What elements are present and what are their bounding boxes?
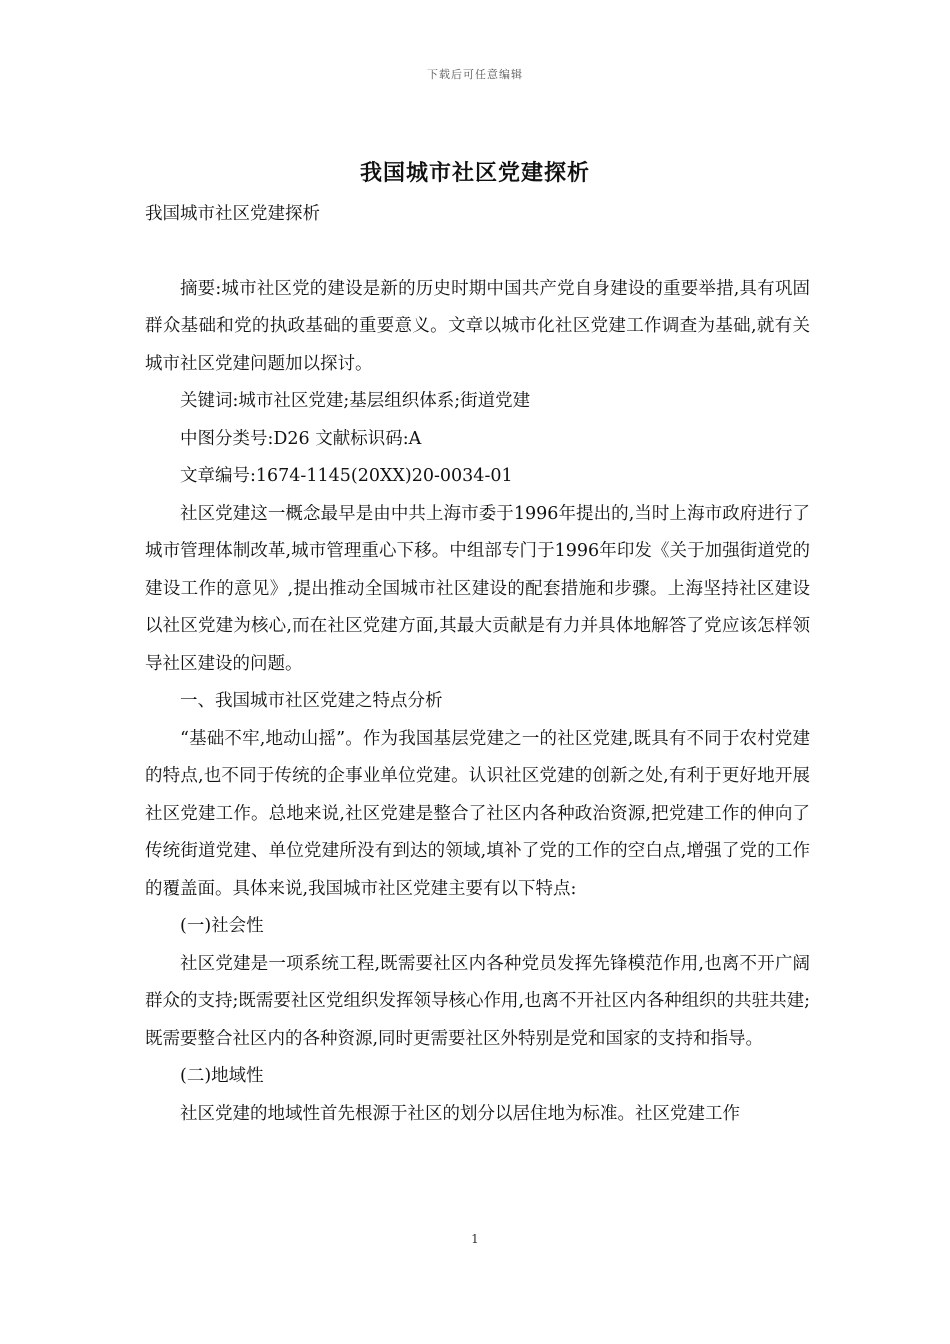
intro-paragraph: 社区党建这一概念最早是由中共上海市委于1996年提出的,当时上海市政府进行了城市管理体制改革,城市管理重心下移。中组部专门于1996年印发《关于加强街道党的建设工作的意见》,提出推动全国城市社区建设的配套措施和步骤。上海坚持社区建设以社区党建为核心,而在社区党建方面,其最大贡献是有力并具体地解答了党应该怎样领导社区建设的问题。 [145,503,810,674]
body-paragraph: 社区党建是一项系统工程,既需要社区内各种党员发挥先锋模范作用,也离不开广阔群众的支持;既需要社区党组织发挥领导核心作用,也离不开社区内各种组织的共驻共建;既需要整合社区内的各种资源,同时更需要社区外特别是党和国家的支持和指导。 [145,953,810,1049]
document-subtitle: 我国城市社区党建探析 [145,204,320,224]
section-heading: 一、我国城市社区党建之特点分析 [180,691,443,711]
page-header-note: 下载后可任意编辑 [427,68,523,81]
document-body [145,196,810,1133]
blank-line [145,234,810,271]
classification-line: 中图分类号:D26 文献标识码:A [180,428,422,449]
document-title: 我国城市社区党建探析 [359,160,590,186]
keywords-line: 关键词:城市社区党建;基层组织体系;街道党建 [180,391,531,411]
abstract-paragraph: 摘要:城市社区党的建设是新的历史时期中国共产党自身建设的重要举措,具有巩固群众基础和党的执政基础的重要意义。文章以城市化社区党建工作调查为基础,就有关城市社区党建问题加以探讨。 [145,278,810,374]
page-number: 1 [471,1232,479,1246]
subsection-heading: (一)社会性 [180,916,264,936]
body-paragraph: “基础不牢,地动山摇”。作为我国基层党建之一的社区党建,既具有不同于农村党建的特点,也不同于传统的企事业单位党建。认识社区党建的创新之处,有利于更好地开展社区党建工作。总地来说,社区党建是整合了社区内各种政治资源,把党建工作的伸向了传统街道党建、单位党建所没有到达的领域,填补了党的工作的空白点,增强了党的工作的覆盖面。具体来说,我国城市社区党建主要有以下特点: [145,728,810,899]
article-number-line: 文章编号:1674-1145(20XX)20-0034-01 [180,466,513,486]
body-paragraph: 社区党建的地域性首先根源于社区的划分以居住地为标准。社区党建工作 [180,1103,740,1124]
subsection-heading: (二)地域性 [180,1066,264,1086]
